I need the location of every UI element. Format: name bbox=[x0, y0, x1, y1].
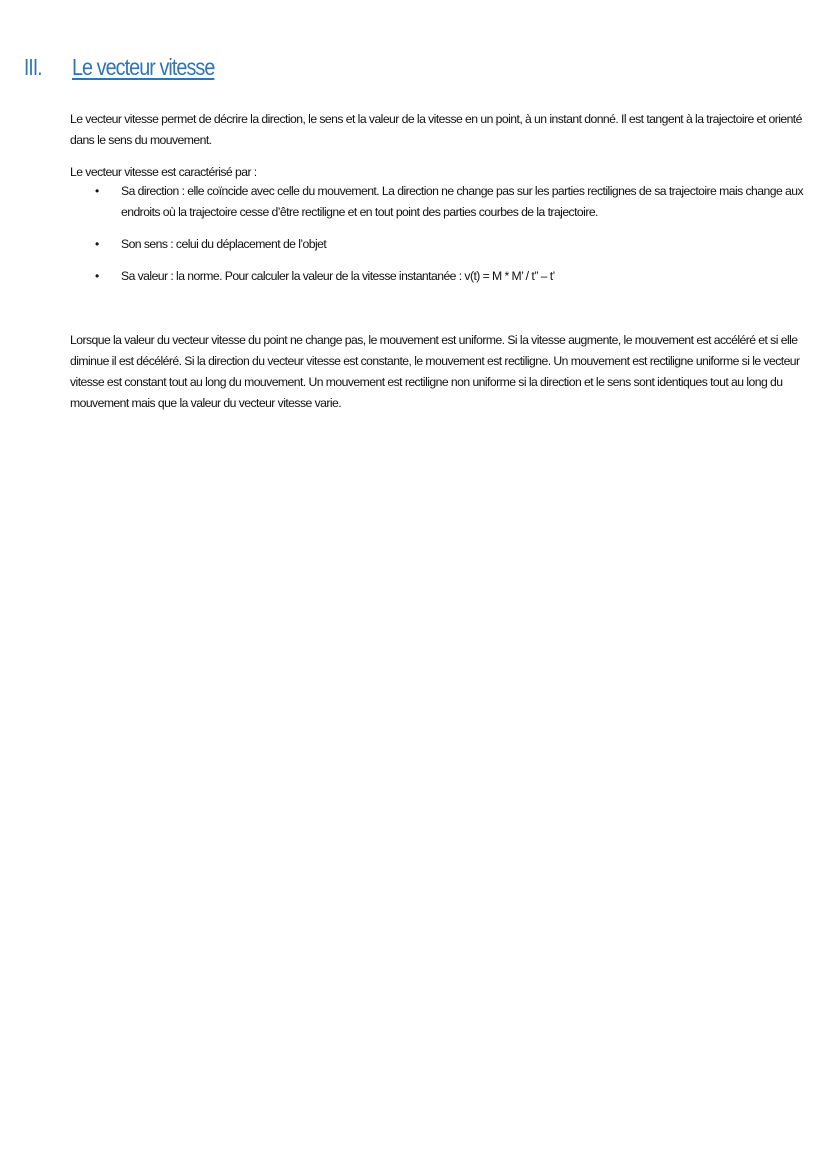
section-title: Le vecteur vitesse bbox=[72, 54, 215, 80]
conclusion-paragraph: Lorsque la valeur du vecteur vitesse du point ne change pas, le mouvement est uniforme. Si la vitesse augmente, le mouvement est accéléré et si elle diminue il est décéléré. Si la direction du vecteur vitesse est constante, le mouvement est rectiligne. Un mouvement est rectiligne uniforme si le vecteur vitesse est constant tout au long du mouvement. Un mouvement est rectiligne non uniforme si la direction et le sens sont identiques tout au long du mouvement mais que la valeur du vecteur vitesse varie. bbox=[70, 333, 800, 411]
list-item-text: Sa direction : elle coïncide avec celle du mouvement. La direction ne change pas sur les parties rectilignes de sa trajectoire mais change aux endroits où la trajectoire cesse d’être rectiligne et en tout point des parties courbes de la trajectoire. bbox=[121, 184, 804, 219]
characterized-paragraph: Le vecteur vitesse est caractérisé par : bbox=[70, 165, 257, 180]
bullet-icon: • bbox=[95, 237, 99, 251]
bullet-icon: • bbox=[95, 269, 99, 283]
section-heading bbox=[24, 54, 238, 81]
list-item-text: Sa valeur : la norme. Pour calculer la valeur de la vitesse instantanée : v(t) = M * M’ / t’’ – t’ bbox=[121, 269, 555, 283]
list-item bbox=[93, 234, 808, 255]
intro-paragraph: Le vecteur vitesse permet de décrire la direction, le sens et la valeur de la vitesse en un point, à un instant donné. Il est tangent à la trajectoire et orienté dans le sens du mouvement. bbox=[70, 112, 802, 148]
bullet-icon: • bbox=[95, 184, 99, 198]
list-item bbox=[93, 266, 808, 287]
list-item-text: Son sens : celui du déplacement de l’objet bbox=[121, 237, 327, 251]
section-number: III. bbox=[24, 54, 42, 80]
characteristics-list bbox=[93, 181, 808, 298]
list-item bbox=[93, 181, 808, 223]
